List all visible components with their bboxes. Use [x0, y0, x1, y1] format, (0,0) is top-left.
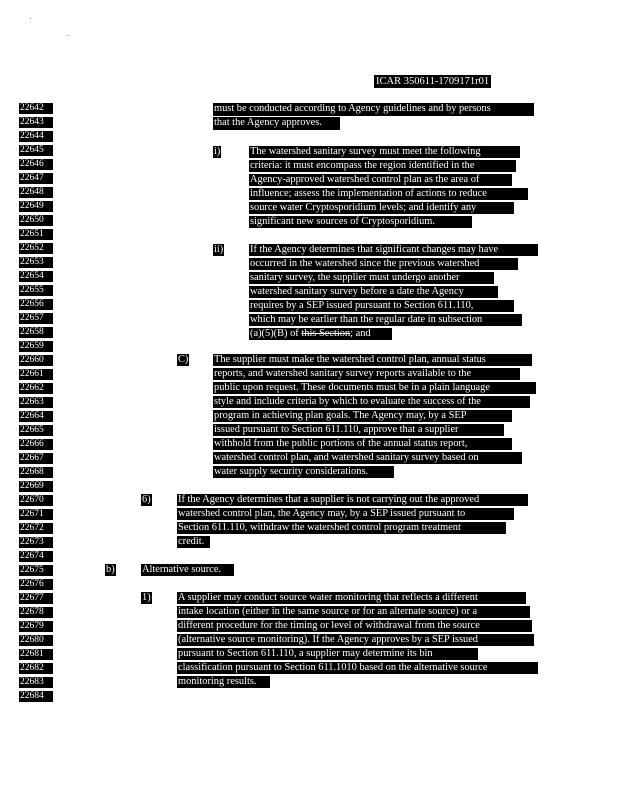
- section-heading: Alternative source.: [141, 564, 234, 577]
- line-number: 22672: [19, 523, 53, 534]
- line-number: 22658: [19, 327, 53, 338]
- line-number: 22682: [19, 663, 53, 674]
- text-line: source water Cryptosporidium levels; and identify any: [249, 202, 514, 215]
- item-marker-C: C): [178, 353, 189, 365]
- line-number: 22684: [19, 691, 53, 702]
- text-line: pursuant to Section 611.110, a supplier may determine its bin: [177, 648, 478, 661]
- line-number: 22674: [19, 551, 53, 562]
- text-line: classification pursuant to Section 611.1010 based on the alternative source: [177, 662, 538, 675]
- line-number: 22673: [19, 537, 53, 548]
- line-number: 22649: [19, 201, 53, 212]
- item-marker-1: 1): [142, 591, 151, 603]
- text-line: program in achieving plan goals. The Agency may, by a SEP: [213, 410, 512, 423]
- scan-speck: [67, 35, 68, 36]
- line-number: 22681: [19, 649, 53, 660]
- document-header: ICAR 350611-1709171r01: [376, 76, 490, 87]
- text-line: credit.: [177, 536, 210, 549]
- line-number: 22655: [19, 285, 53, 296]
- text-line: requires by a SEP issued pursuant to Section 611.110,: [249, 300, 514, 313]
- line-number: 22663: [19, 397, 53, 408]
- line-number: 22646: [19, 159, 53, 170]
- text-line: issued pursuant to Section 611.110, approve that a supplier: [213, 424, 504, 437]
- line-number: 22644: [19, 131, 53, 142]
- text-line: watershed control plan, and watershed sanitary survey based on: [213, 452, 522, 465]
- line-number: 22651: [19, 229, 53, 240]
- text-line: intake location (either in the same source or for an alternate source) or a: [177, 606, 530, 619]
- text-fragment: (a)(5)(B) of: [250, 327, 302, 339]
- text-line: If the Agency determines that significant changes may have: [249, 244, 538, 257]
- line-number: 22654: [19, 271, 53, 282]
- line-number: 22667: [19, 453, 53, 464]
- text-line: significant new sources of Cryptosporidium.: [249, 216, 472, 229]
- text-line: different procedure for the timing or level of withdrawal from the source: [177, 620, 532, 633]
- line-number: 22661: [19, 369, 53, 380]
- text-fragment: ; and: [350, 327, 371, 339]
- text-line: monitoring results.: [177, 676, 270, 689]
- line-number: 22662: [19, 383, 53, 394]
- line-number: 22650: [19, 215, 53, 226]
- line-number: 22645: [19, 145, 53, 156]
- text-line: style and include criteria by which to evaluate the success of the: [213, 396, 530, 409]
- line-number: 22642: [19, 103, 53, 114]
- text-line: Section 611.110, withdraw the watershed control program treatment: [177, 522, 506, 535]
- text-line: public upon request. These documents must be in a plain language: [213, 382, 536, 395]
- text-line: which may be earlier than the regular date in subsection: [249, 314, 522, 327]
- text-line: withhold from the public portions of the annual status report,: [213, 438, 512, 451]
- line-number: 22659: [19, 341, 53, 352]
- text-line: that the Agency approves.: [213, 117, 340, 130]
- line-number: 22678: [19, 607, 53, 618]
- item-marker-b: b): [106, 563, 115, 575]
- text-line: (alternative source monitoring). If the Agency approves by a SEP issued: [177, 634, 534, 647]
- line-number: 22671: [19, 509, 53, 520]
- line-number: 22677: [19, 593, 53, 604]
- line-number: 22653: [19, 257, 53, 268]
- line-number: 22643: [19, 117, 53, 128]
- text-line: watershed control plan, the Agency may, by a SEP issued pursuant to: [177, 508, 514, 521]
- text-line: If the Agency determines that a supplier is not carrying out the approved: [177, 494, 528, 507]
- line-number: 22675: [19, 565, 53, 576]
- line-number: 22668: [19, 467, 53, 478]
- text-line: criteria: it must encompass the region identified in the: [249, 160, 516, 173]
- text-line: Agency-approved watershed control plan as the area of: [249, 174, 512, 187]
- line-number: 22647: [19, 173, 53, 184]
- line-number: 22679: [19, 621, 53, 632]
- line-number-gutter: [0, 0, 60, 800]
- line-number: 22648: [19, 187, 53, 198]
- item-marker-6: 6): [142, 493, 151, 505]
- text-line: watershed sanitary survey before a date the Agency: [249, 286, 498, 299]
- line-number: 22656: [19, 299, 53, 310]
- line-number: 22664: [19, 411, 53, 422]
- text-line: A supplier may conduct source water monitoring that reflects a different: [177, 592, 526, 605]
- text-line: occurred in the watershed since the previous watershed: [249, 258, 518, 271]
- text-line: reports, and watershed sanitary survey reports available to the: [213, 368, 520, 381]
- line-number: 22669: [19, 481, 53, 492]
- text-line: water supply security considerations.: [213, 466, 394, 479]
- line-number: 22660: [19, 355, 53, 366]
- item-marker-i: i): [214, 145, 221, 157]
- line-number: 22680: [19, 635, 53, 646]
- text-line: sanitary survey, the supplier must undergo another: [249, 272, 494, 285]
- text-line: influence; assess the implementation of actions to reduce: [249, 188, 528, 201]
- line-number: 22676: [19, 579, 53, 590]
- text-line: The watershed sanitary survey must meet the following: [249, 146, 520, 159]
- line-number: 22670: [19, 495, 53, 506]
- item-marker-ii: ii): [214, 243, 224, 255]
- text-line: [249, 328, 392, 341]
- line-number: 22657: [19, 313, 53, 324]
- line-number: 22683: [19, 677, 53, 688]
- struck-text: this Section: [301, 327, 351, 339]
- text-line: must be conducted according to Agency guidelines and by persons: [213, 103, 534, 116]
- line-number: 22652: [19, 243, 53, 254]
- text-line: The supplier must make the watershed control plan, annual status: [213, 354, 532, 367]
- line-number: 22665: [19, 425, 53, 436]
- line-number: 22666: [19, 439, 53, 450]
